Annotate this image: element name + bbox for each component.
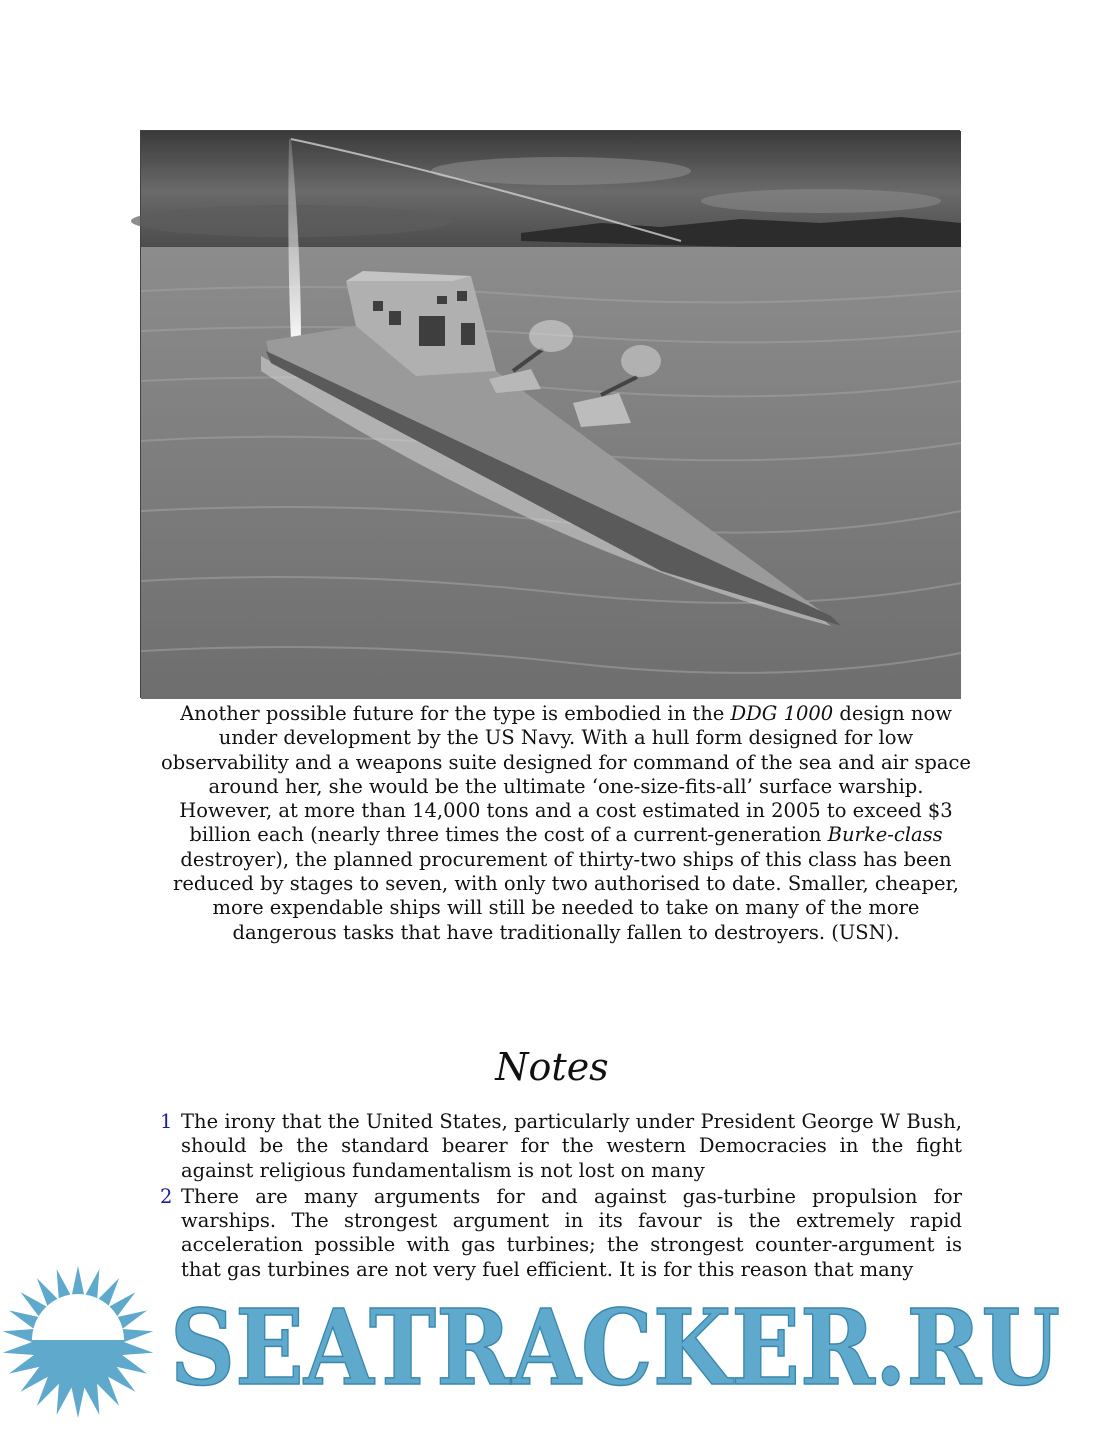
note-text: The irony that the United States, particularly under President George W Bush, should be the standard bearer for the western Democracies in the fight against religious fundamentalism is not lost on many	[181, 1110, 962, 1182]
sun-burst-logo-icon	[3, 1266, 153, 1418]
note-number-link[interactable]: 2	[160, 1184, 173, 1208]
caption-text-2: design now under development by the US Navy. With a hull form designed for low observability and a weapons suite designed for command of the sea and air space around her, she would be the ultimate ‘one-size-fits-all’ surface warship. However, at more than 14,000 tons and a cost estimated in 2005 to exceed $3 billion each (nearly three times the cost of a current-generation	[161, 702, 971, 847]
caption-class-name: Burke-class	[827, 823, 943, 847]
watermark-text: SEATRACKER.RU	[170, 1286, 1060, 1409]
note-item	[160, 1110, 962, 1183]
notes-heading: Notes	[495, 1045, 609, 1089]
note-number-link[interactable]: 1	[160, 1110, 173, 1133]
destroyer-photo	[140, 130, 960, 698]
destroyer-illustration	[141, 131, 961, 699]
watermark	[0, 1262, 1080, 1425]
caption-text-1: Another possible future for the type is embodied in the	[180, 702, 731, 725]
figure-caption	[160, 702, 972, 945]
caption-text-3: destroyer), the planned procurement of thirty-two ships of this class has been reduced by stages to seven, with only two authorised to date. Smaller, cheaper, more expendable ships will still be needed to take on many of the more dangerous tasks that have traditionally fallen to destroyers. (USN).	[173, 847, 959, 944]
note-text: There are many arguments for and against gas-turbine propulsion for warships. The strongest argument in its favour is the extremely rapid acceleration possible with gas turbines; the strongest counter-argument is that gas turbines are not very fuel efficient. It is for this reason that many	[181, 1184, 962, 1281]
watermark-graphic	[0, 1262, 1080, 1425]
caption-ship-name: DDG 1000	[730, 702, 834, 725]
notes-list	[160, 1110, 962, 1284]
